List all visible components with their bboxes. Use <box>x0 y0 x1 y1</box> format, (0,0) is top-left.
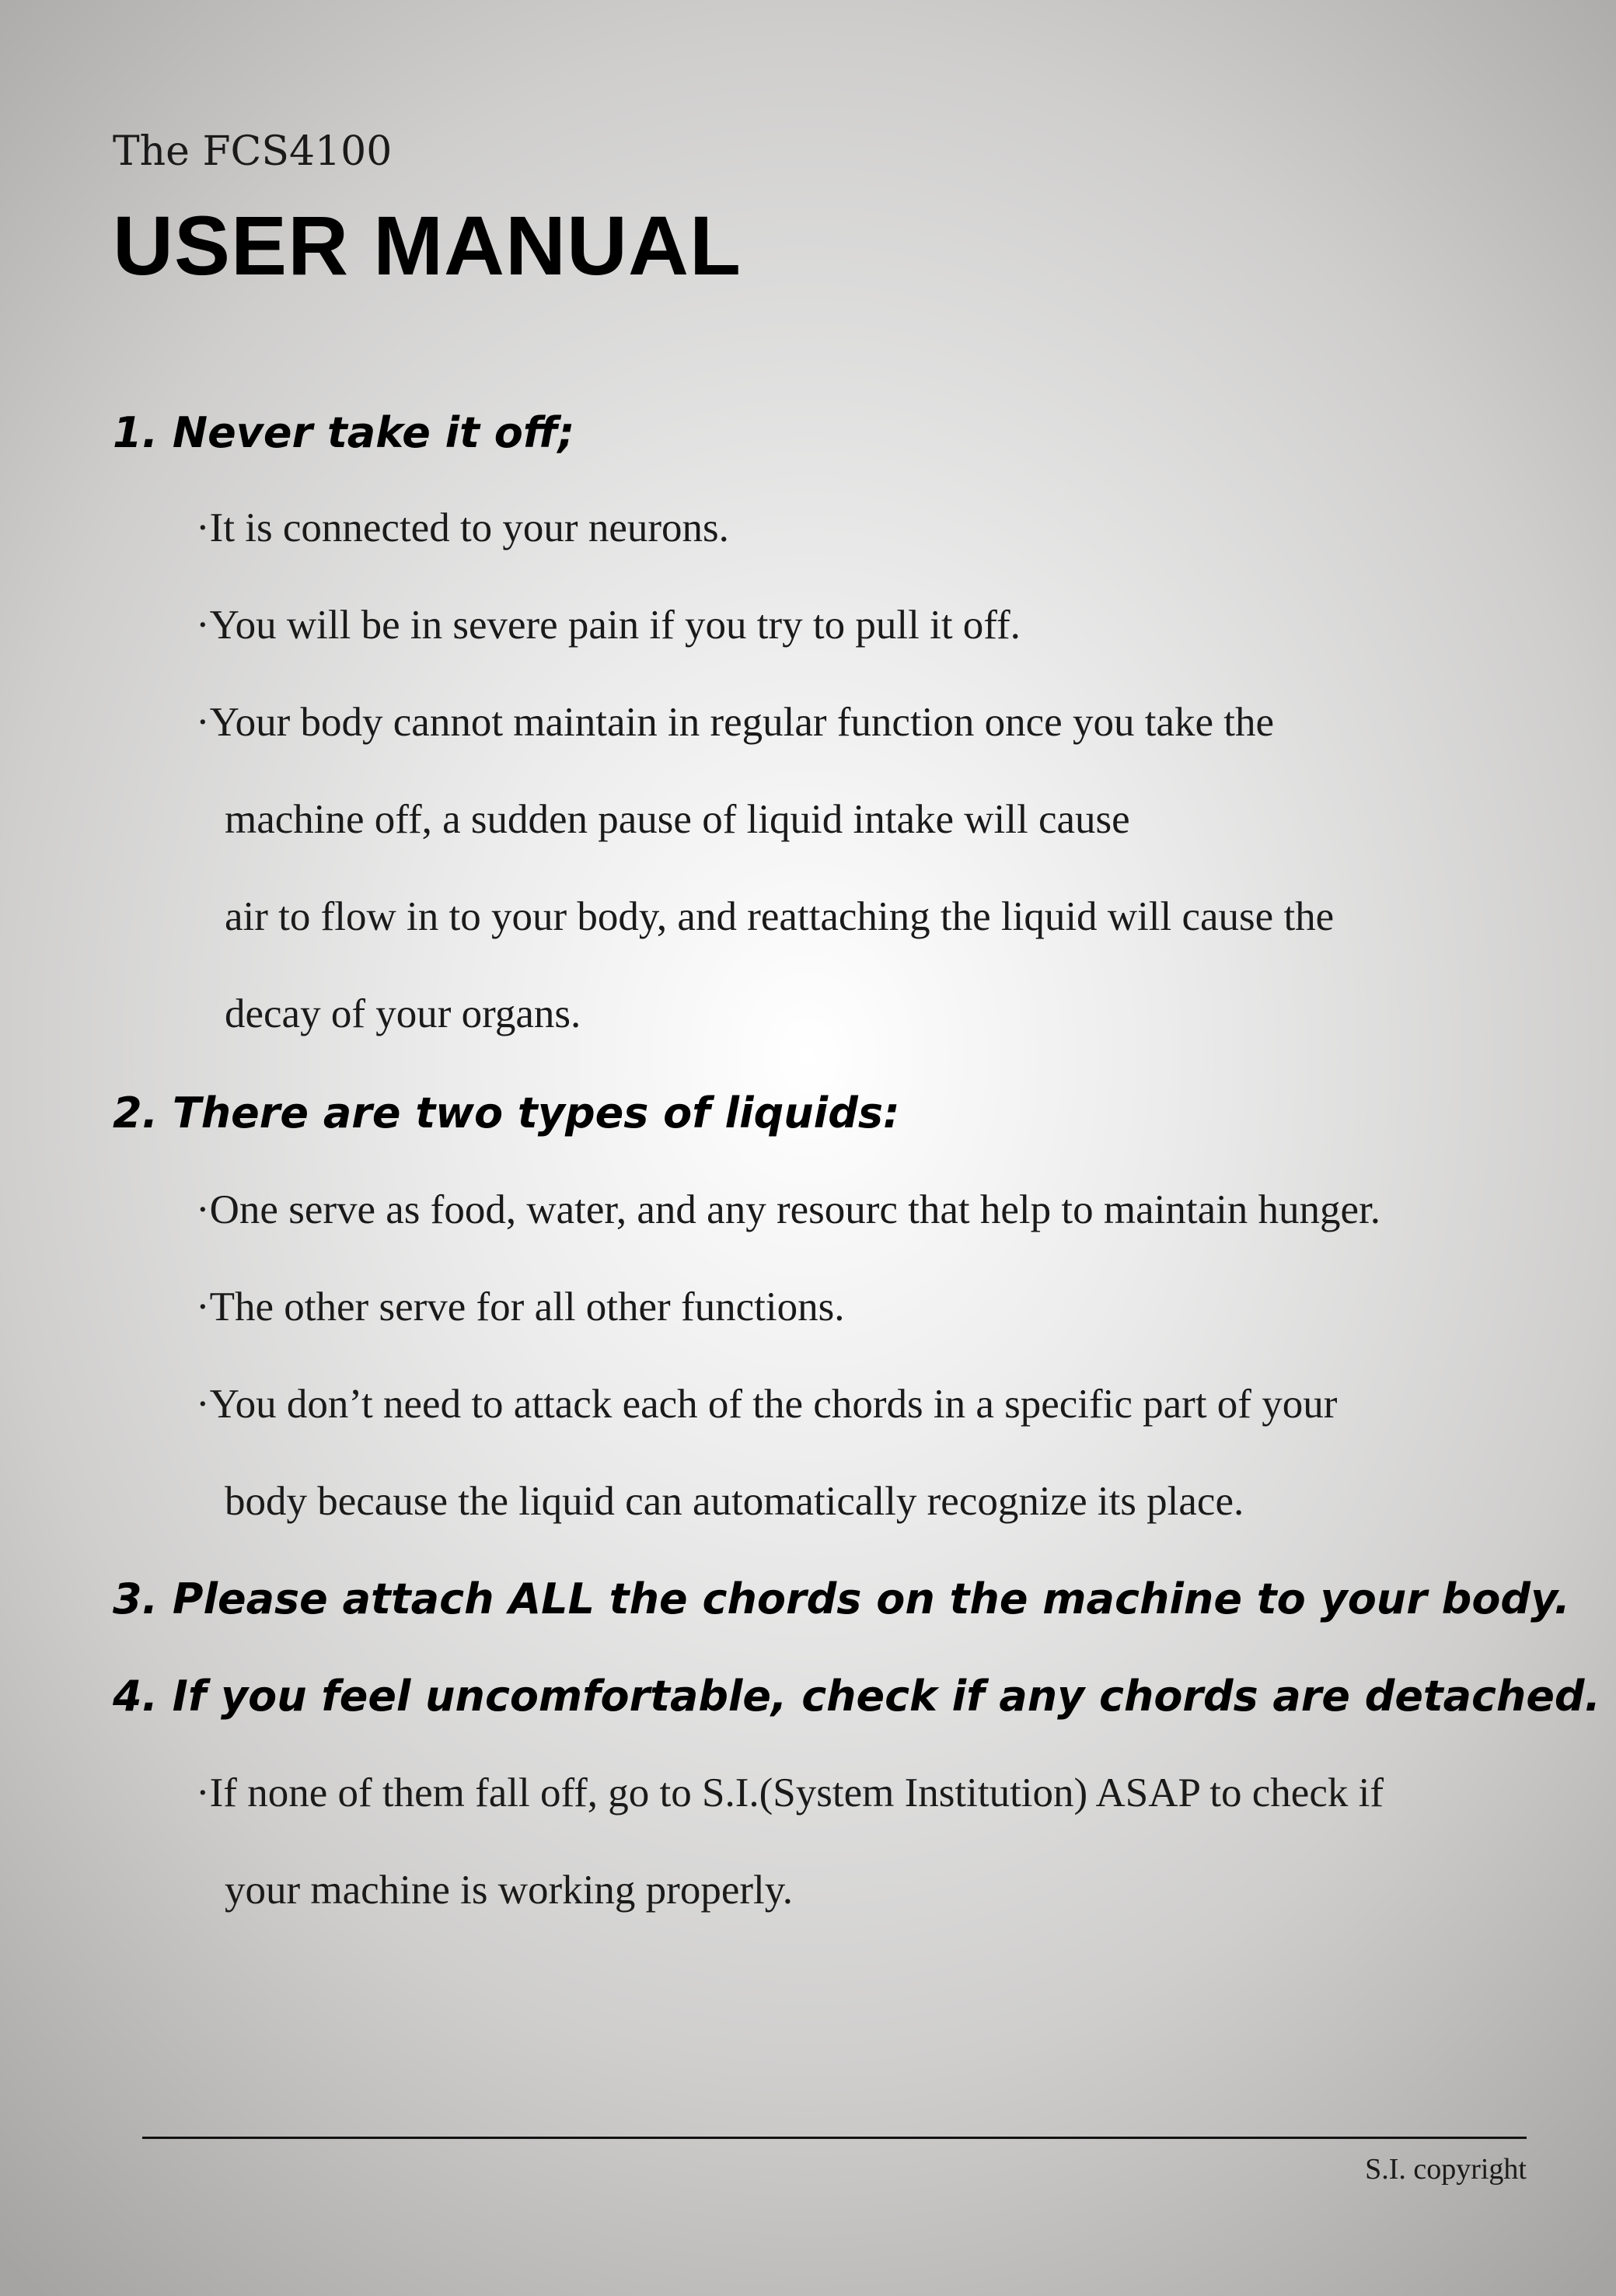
section-heading-1: 1. Never take it off; <box>113 408 575 457</box>
section-2-line-4: body because the liquid can automatically recognize its place. <box>225 1479 1244 1524</box>
section-2-line-3: ·You don’t need to attack each of the chords in a specific part of your <box>196 1382 1338 1427</box>
section-1-line-1: ·It is connected to your neurons. <box>196 505 729 550</box>
product-name: The FCS4100 <box>113 128 393 175</box>
section-4-line-2: your machine is working properly. <box>225 1868 794 1913</box>
section-2-line-2: ·The other serve for all other functions. <box>196 1284 845 1330</box>
section-1-line-6: decay of your organs. <box>225 991 581 1036</box>
copyright-notice: S.I. copyright <box>1365 2153 1527 2186</box>
page-title: USER MANUAL <box>113 198 742 292</box>
section-heading-3: 3. Please attach ALL the chords on the machine to your body. <box>113 1574 1570 1623</box>
footer-divider <box>142 2137 1527 2139</box>
section-heading-4: 4. If you feel uncomfortable, check if any chords are detached. <box>113 1672 1600 1721</box>
section-1-line-2: ·You will be in severe pain if you try to pull it off. <box>196 603 1021 648</box>
section-2-line-1: ·One serve as food, water, and any resourc that help to maintain hunger. <box>196 1187 1381 1232</box>
section-1-line-5: air to flow in to your body, and reattaching the liquid will cause the <box>225 894 1335 939</box>
section-heading-2: 2. There are two types of liquids: <box>113 1089 900 1138</box>
section-1-line-3: ·Your body cannot maintain in regular function once you take the <box>196 700 1274 745</box>
section-1-line-4: machine off, a sudden pause of liquid intake will cause <box>225 797 1130 842</box>
section-4-line-1: ·If none of them fall off, go to S.I.(System Institution) ASAP to check if <box>196 1770 1384 1815</box>
